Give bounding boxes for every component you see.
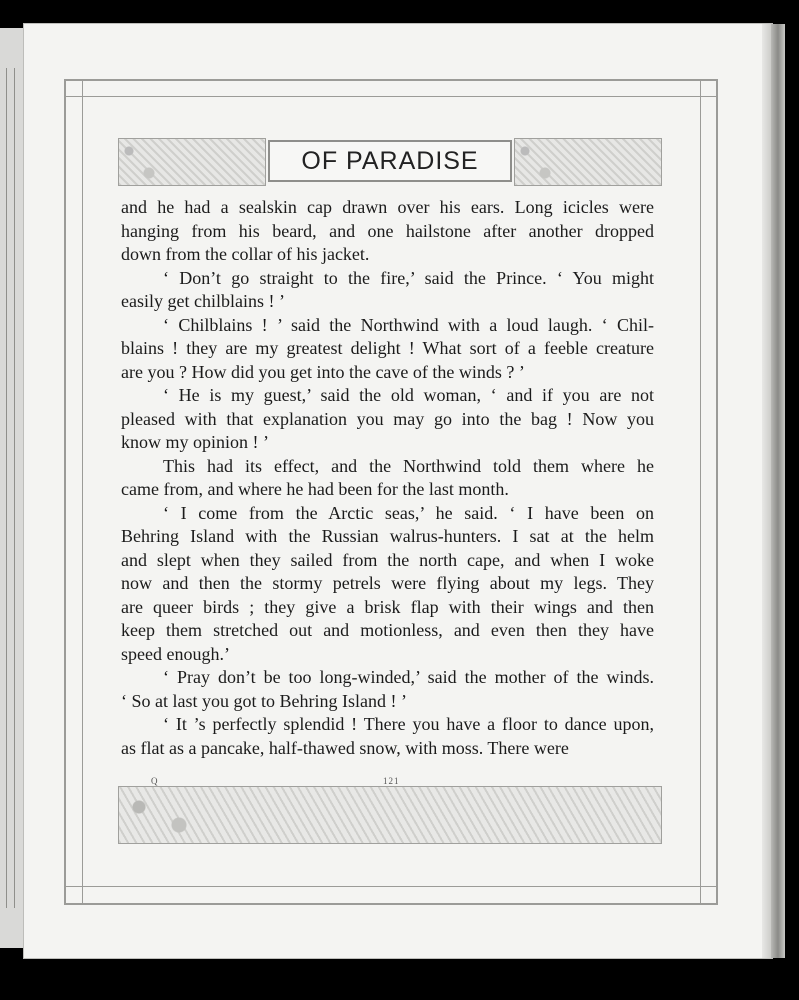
header-ornament-right bbox=[514, 138, 662, 186]
title-cartouche bbox=[268, 140, 512, 182]
frame-top-outer bbox=[66, 79, 718, 81]
footer-ornament bbox=[118, 786, 662, 844]
frame-bottom-inner bbox=[66, 886, 718, 887]
frame-left-inner bbox=[82, 79, 83, 905]
text-line: and slept when they sailed from the north cape, and when I woke bbox=[121, 549, 654, 570]
text-line: and he had a sealskin cap drawn over his ears. Long icicles were bbox=[121, 197, 654, 217]
book-binding-edge bbox=[771, 24, 785, 958]
text-line: ‘ Pray don’t be too long-winded,’ said the mother of the winds. bbox=[163, 667, 654, 687]
paragraph bbox=[121, 502, 654, 667]
text-line: ‘ Don’t go straight to the fire,’ said the Prince. ‘ You might bbox=[163, 267, 654, 288]
paragraph bbox=[121, 384, 654, 455]
paragraph bbox=[121, 314, 654, 385]
text-line: came from, and where he had been for the last month. bbox=[121, 479, 509, 499]
text-line: ‘ It ’s perfectly splendid ! There you have a floor to dance upon, bbox=[163, 714, 654, 734]
text-line: ‘ He is my guest,’ said the old woman, ‘ and if you are not bbox=[163, 385, 654, 405]
frame-left-outer bbox=[64, 79, 66, 905]
text-line: ‘ Chilblains ! ’ said the Northwind with a loud laugh. ‘ Chil- bbox=[163, 314, 654, 335]
text-line: ‘ So at last you got to Behring Island ! ’ bbox=[121, 690, 407, 711]
text-line: as flat as a pancake, half-thawed snow, with moss. There were bbox=[121, 737, 569, 758]
text-line: blains ! they are my greatest delight ! What sort of a feeble creature bbox=[121, 338, 654, 358]
text-line: ‘ I come from the Arctic seas,’ he said. ‘ I have been on bbox=[163, 502, 654, 523]
text-line: keep them stretched out and motionless, and even then they have bbox=[121, 620, 654, 640]
frame-bottom-outer bbox=[66, 903, 718, 905]
text-line: easily get chilblains ! ’ bbox=[121, 291, 285, 311]
text-line: This had its effect, and the Northwind told them where he bbox=[163, 455, 654, 476]
paragraph bbox=[121, 713, 654, 760]
paragraph bbox=[121, 196, 654, 267]
text-line: are queer birds ; they give a brisk flap with their wings and then bbox=[121, 596, 654, 617]
header-ornament-band bbox=[118, 138, 662, 186]
text-line: speed enough.’ bbox=[121, 643, 230, 664]
page-number: 121 bbox=[383, 776, 400, 786]
frame-right-inner bbox=[700, 79, 701, 905]
signature-mark: Q bbox=[151, 776, 158, 786]
text-line: now and then the stormy petrels were flying about my legs. They bbox=[121, 573, 654, 593]
text-line: hanging from his beard, and one hailstone after another dropped bbox=[121, 220, 654, 241]
text-line: Behring Island with the Russian walrus-hunters. I sat at the helm bbox=[121, 526, 654, 546]
paragraph bbox=[121, 455, 654, 502]
frame-right-outer bbox=[716, 79, 718, 905]
page-title: OF PARADISE bbox=[301, 146, 479, 175]
body-text bbox=[121, 196, 654, 760]
text-line: know my opinion ! ’ bbox=[121, 432, 269, 452]
text-line: are you ? How did you get into the cave of the winds ? ’ bbox=[121, 361, 525, 382]
paragraph bbox=[121, 267, 654, 314]
frame-top-inner bbox=[66, 96, 718, 97]
header-ornament-left bbox=[118, 138, 266, 186]
text-line: down from the collar of his jacket. bbox=[121, 244, 370, 264]
paragraph bbox=[121, 666, 654, 713]
text-line: pleased with that explanation you may go into the bag ! Now you bbox=[121, 408, 654, 429]
